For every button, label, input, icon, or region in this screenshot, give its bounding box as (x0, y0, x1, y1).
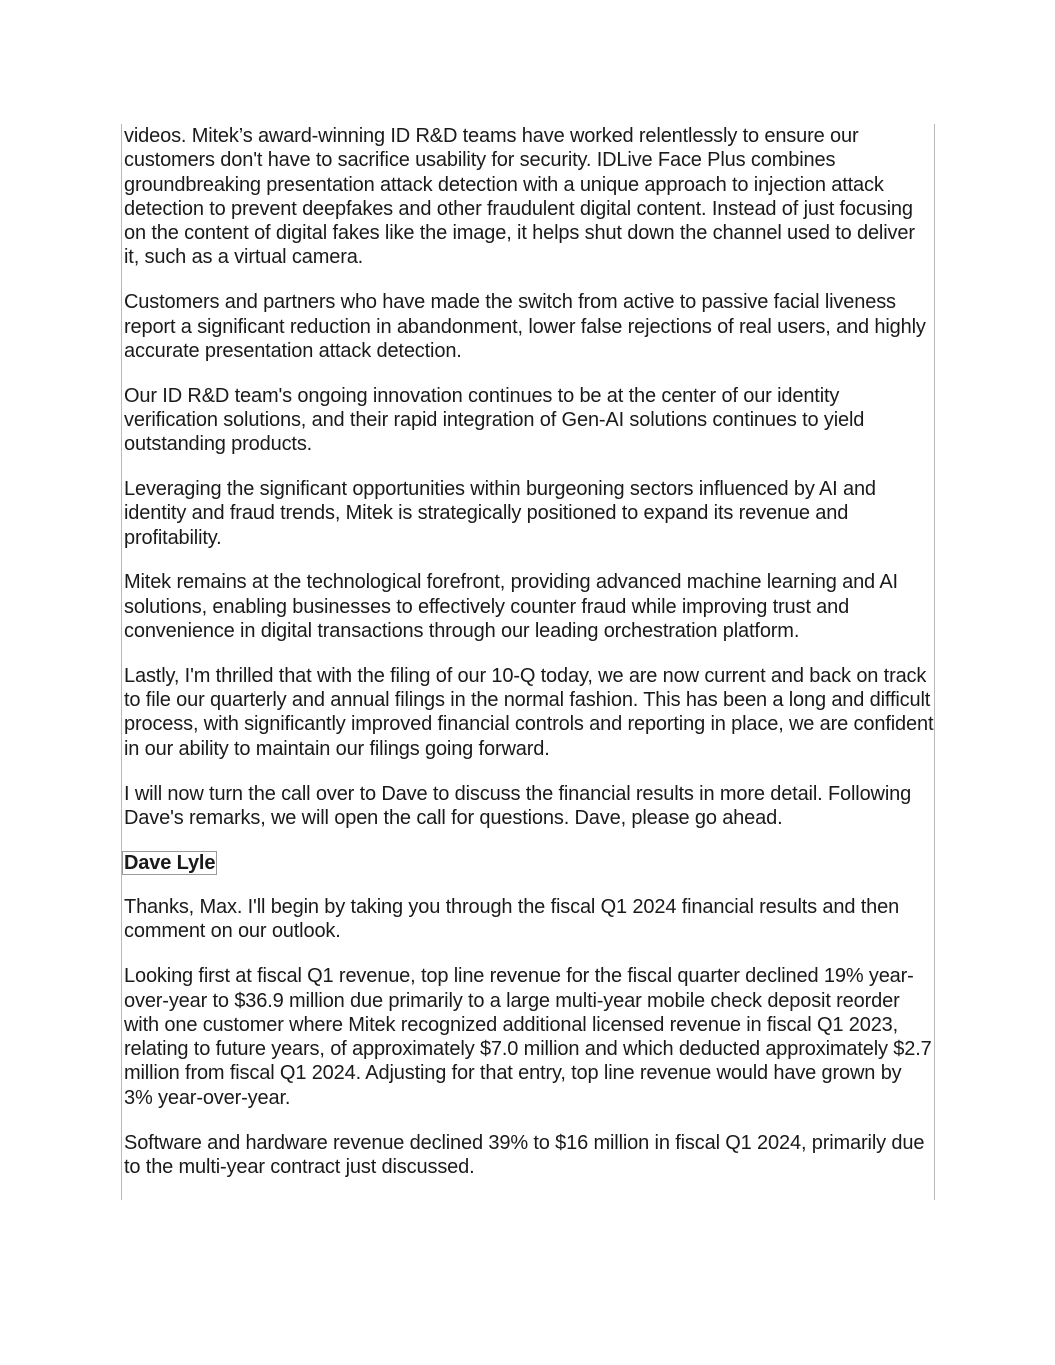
speaker-heading-row (124, 851, 934, 896)
transcript-body (124, 124, 934, 1200)
paragraph-handoff: I will now turn the call over to Dave to discuss the financial results in more detail. Following Dave's remarks, we will open the call for questions. Dave, please go ahead. (124, 782, 912, 829)
paragraph-technology-forefront: Mitek remains at the technological forefront, providing advanced machine learning and AI solutions, enabling businesses to effectively counter fraud while improving trust and convenience in digital transactions through our leading orchestration platform. (124, 571, 898, 643)
paragraph-10q-filing: Lastly, I'm thrilled that with the filing of our 10-Q today, we are now current and back on track to file our quarterly and annual filings in the normal fashion. This has been a long and difficult process, with significantly improved financial controls and reporting in place, we are confident in our ability to maintain our filings going forward. (124, 664, 934, 760)
paragraph-opportunities: Leveraging the significant opportunities within burgeoning sectors influenced by AI and identity and fraud trends, Mitek is strategically positioned to expand its revenue and profitability. (124, 478, 876, 549)
paragraph-passive-liveness: Customers and partners who have made the switch from active to passive facial liveness report a significant reduction in abandonment, lower false rejections of real users, and highly accurate presentation attack detection. (124, 291, 926, 362)
paragraph-idlive-face-plus: videos. Mitek’s award-winning ID R&D teams have worked relentlessly to ensure our customers don't have to sacrifice usability for security. IDLive Face Plus combines groundbreaking presentation attack detection with a unique approach to injection attack detection to prevent deepfakes and other fraudulent digital content. Instead of just focusing on the content of digital fakes like the image, it helps shut down the channel used to deliver it, such as a virtual camera. (124, 125, 915, 269)
speaker-name: Dave Lyle (124, 851, 216, 874)
paragraph-id-rd-innovation: Our ID R&D team's ongoing innovation continues to be at the center of our identity verification solutions, and their rapid integration of Gen-AI solutions continues to yield outstanding products. (124, 384, 865, 456)
paragraph-q1-revenue: Looking first at fiscal Q1 revenue, top line revenue for the fiscal quarter declined 19% year-over-year to $36.9 million due primarily to a large multi-year mobile check deposit reorder with one customer where Mitek recognized additional licensed revenue in fiscal Q1 2023, relating to future years, of approximately $7.0 million and which deducted approximately $2.7 million from fiscal Q1 2024. Adjusting for that entry, top line revenue would have grown by 3% year-over-year. (124, 965, 932, 1109)
paragraph-thanks-max: Thanks, Max. I'll begin by taking you through the fiscal Q1 2024 financial results and then comment on our outlook. (124, 896, 900, 943)
paragraph-software-hardware-revenue: Software and hardware revenue declined 39% to $16 million in fiscal Q1 2024, primarily due to the multi-year contract just discussed. (124, 1131, 925, 1178)
document-page (121, 124, 935, 1200)
